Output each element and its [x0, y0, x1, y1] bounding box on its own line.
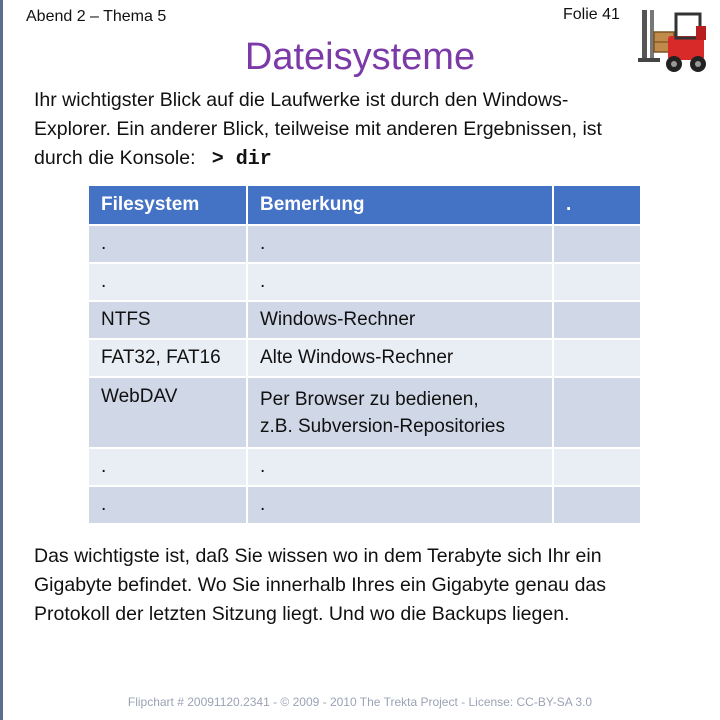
cell-filesystem: . — [88, 225, 247, 263]
header-filesystem: Filesystem — [88, 185, 247, 225]
cell-extra — [553, 225, 641, 263]
section-label: Abend 2 – Thema 5 — [26, 8, 167, 25]
cell-extra — [553, 486, 641, 524]
cell-remark — [247, 377, 553, 448]
intro-line: Ihr wichtigster Blick auf die Laufwerke ist durch den Windows- — [34, 89, 569, 111]
slide-left-border — [0, 0, 3, 720]
header-extra: . — [553, 185, 641, 225]
slide-number: Folie 41 — [563, 6, 620, 23]
console-command: > dir — [211, 148, 272, 171]
cell-filesystem: FAT32, FAT16 — [88, 339, 247, 377]
table-header-row — [88, 185, 641, 225]
table-row — [88, 339, 641, 377]
cell-remark: . — [247, 448, 553, 486]
filesystem-table — [87, 184, 642, 525]
outro-line: Das wichtigste ist, daß Sie wissen wo in dem Terabyte sich Ihr ein — [34, 545, 602, 567]
table-row — [88, 486, 641, 524]
cell-remark: Windows-Rechner — [247, 301, 553, 339]
cell-extra — [553, 301, 641, 339]
outro-paragraph — [34, 542, 694, 629]
cell-extra — [553, 263, 641, 301]
intro-line — [34, 144, 674, 174]
cell-filesystem: WebDAV — [88, 377, 247, 448]
cell-remark: Alte Windows-Rechner — [247, 339, 553, 377]
cell-filesystem: . — [88, 263, 247, 301]
intro-line: Explorer. Ein anderer Blick, teilweise mit anderen Ergebnissen, ist — [34, 118, 602, 140]
cell-extra — [553, 339, 641, 377]
cell-remark: . — [247, 263, 553, 301]
table-row — [88, 448, 641, 486]
cell-filesystem: . — [88, 448, 247, 486]
cell-filesystem: . — [88, 486, 247, 524]
outro-line: Gigabyte befindet. Wo Sie innerhalb Ihres ein Gigabyte genau das — [34, 574, 607, 596]
header-bemerkung: Bemerkung — [247, 185, 553, 225]
slide-title: Dateisysteme — [244, 36, 476, 78]
table-row — [88, 263, 641, 301]
footer-license: Flipchart # 20091120.2341 - © 2009 - 2010 The Trekta Project - License: CC-BY-SA 3.0 — [127, 695, 593, 709]
table-row — [88, 377, 641, 448]
cell-remark: . — [247, 225, 553, 263]
cell-remark-line: Per Browser zu bedienen, — [260, 388, 479, 410]
cell-remark-line: z.B. Subversion-Repositories — [260, 415, 505, 437]
cell-extra — [553, 448, 641, 486]
table-row — [88, 301, 641, 339]
cell-extra — [553, 377, 641, 448]
cell-remark: . — [247, 486, 553, 524]
outro-line: Protokoll der letzten Sitzung liegt. Und wo die Backups liegen. — [34, 603, 570, 625]
table-row — [88, 225, 641, 263]
intro-paragraph — [34, 86, 674, 174]
cell-filesystem: NTFS — [88, 301, 247, 339]
intro-line-text: durch die Konsole: — [34, 147, 196, 169]
